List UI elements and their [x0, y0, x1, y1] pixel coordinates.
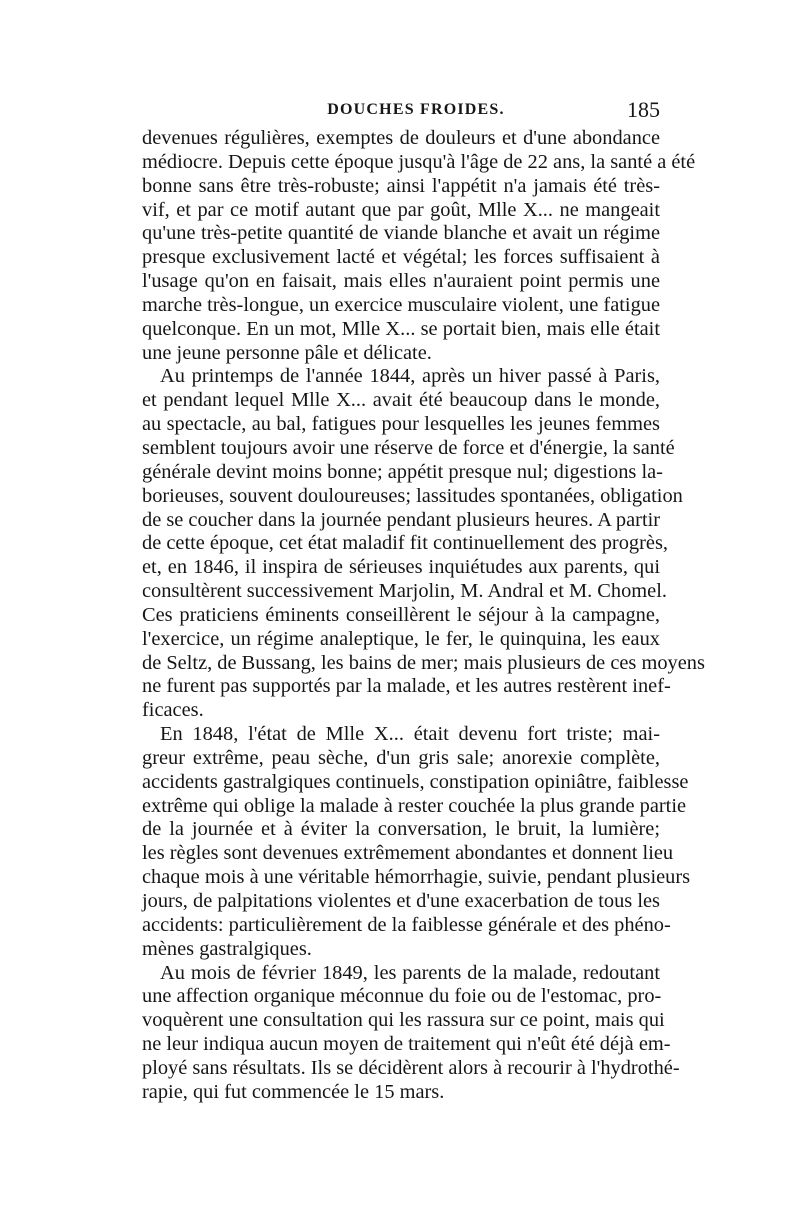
text-line: devenues régulières, exemptes de douleurs et d'une abondance: [142, 127, 660, 149]
text-line: accidents gastralgiques continuels, constipation opiniâtre, faiblesse: [142, 770, 689, 793]
text-line: quelconque. En un mot, Mlle X... se portait bien, mais elle était: [142, 317, 660, 340]
text-line: une jeune personne pâle et délicate.: [142, 341, 432, 364]
text-line: au spectacle, au bal, fatigues pour lesquelles les jeunes femmes: [142, 413, 660, 436]
text-line: chaque mois à une véritable hémorrhagie, suivie, pendant plusieurs: [142, 866, 691, 889]
text-line: de cette époque, cet état maladif fit continuellement des progrès,: [142, 532, 668, 555]
text-line: et pendant lequel Mlle X... avait été beaucoup dans le monde,: [142, 389, 660, 412]
paragraph: [142, 961, 680, 1105]
text-line: l'usage qu'on en faisait, mais elles n'auraient point permis une: [142, 270, 660, 293]
paragraph: [142, 127, 696, 365]
text-line: jours, de palpitations violentes et d'une exacerbation de tous les: [142, 890, 660, 912]
text-line: ne furent pas supportés par la malade, et les autres restèrent inef-: [142, 675, 671, 698]
text-line: une affection organique méconnue du foie ou de l'estomac, pro-: [142, 985, 662, 1008]
text-line: vif, et par ce motif autant que par goût, Mlle X... ne mangeait: [142, 198, 660, 221]
text-line: de la journée et à éviter la conversation, le bruit, la lumière;: [142, 818, 660, 841]
body-text: [142, 127, 705, 1105]
text-line: médiocre. Depuis cette époque jusqu'à l'âge de 22 ans, la santé a été: [142, 150, 696, 173]
text-line: rapie, qui fut commencée le 15 mars.: [142, 1080, 445, 1103]
text-line: extrême qui oblige la malade à rester couchée la plus grande partie: [142, 794, 687, 817]
running-title: DOUCHES FROIDES.: [327, 101, 505, 118]
text-line: Au printemps de l'année 1844, après un hiver passé à Paris,: [160, 365, 660, 388]
text-line: bonne sans être très-robuste; ainsi l'appétit n'a jamais été très-: [142, 174, 660, 197]
text-line: voquèrent une consultation qui les rassura sur ce point, mais qui: [142, 1009, 665, 1032]
text-line: l'exercice, un régime analeptique, le fer, le quinquina, les eaux: [142, 627, 660, 650]
text-line: marche très-longue, un exercice musculaire violent, une fatigue: [142, 293, 661, 316]
running-head: [142, 99, 660, 125]
page-number: 185: [627, 97, 660, 122]
paragraph: [142, 365, 705, 723]
text-line: mènes gastralgiques.: [142, 937, 312, 960]
text-line: qu'une très-petite quantité de viande blanche et avait un régime: [142, 222, 660, 245]
text-line: les règles sont devenues extrêmement abondantes et donnent lieu: [142, 842, 674, 865]
text-line: consultèrent successivement Marjolin, M. Andral et M. Chomel.: [142, 580, 667, 603]
text-line: ne leur indiqua aucun moyen de traitement qui n'eût été déjà em-: [142, 1033, 671, 1056]
text-line: générale devint moins bonne; appétit presque nul; digestions la-: [142, 460, 663, 483]
text-line: Ces praticiens éminents conseillèrent le séjour à la campagne,: [142, 603, 660, 626]
text-line: et, en 1846, il inspira de sérieuses inquiétudes aux parents, qui: [142, 556, 660, 579]
text-line: ficaces.: [142, 699, 204, 722]
text-line: Au mois de février 1849, les parents de la malade, redoutant: [160, 961, 660, 984]
text-line: borieuses, souvent douloureuses; lassitudes spontanées, obligation: [142, 484, 683, 507]
text-line: ployé sans résultats. Ils se décidèrent alors à recourir à l'hydrothé-: [142, 1056, 680, 1079]
paragraph: [142, 723, 691, 961]
text-line: presque exclusivement lacté et végétal; les forces suffisaient à: [142, 246, 660, 269]
text-line: greur extrême, peau sèche, d'un gris sale; anorexie complète,: [142, 746, 660, 769]
text-line: de se coucher dans la journée pendant plusieurs heures. A partir: [142, 508, 661, 531]
text-line: En 1848, l'état de Mlle X... était devenu fort triste; mai-: [160, 723, 660, 746]
text-line: de Seltz, de Bussang, les bains de mer; mais plusieurs de ces moyens: [142, 651, 705, 674]
text-line: semblent toujours avoir une réserve de force et d'énergie, la santé: [142, 436, 675, 459]
text-line: accidents: particulièrement de la faiblesse générale et des phéno-: [142, 913, 671, 936]
